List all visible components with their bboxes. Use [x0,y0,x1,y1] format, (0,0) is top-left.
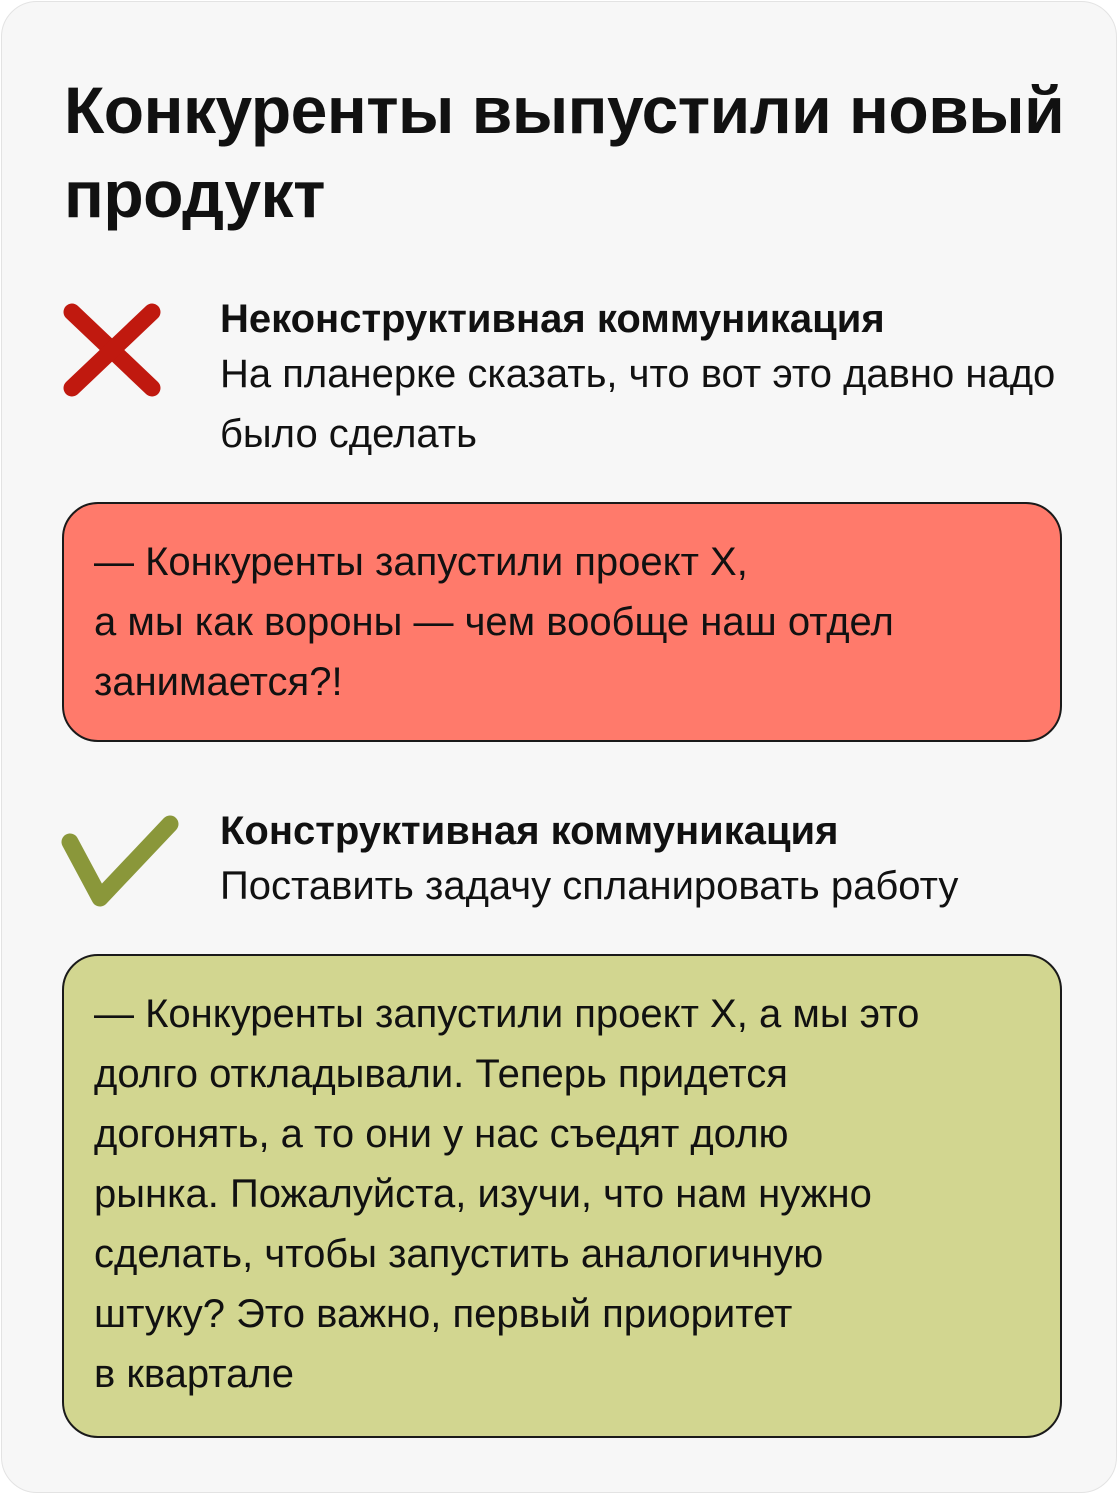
good-communication-description: Поставить задачу спланировать работу [220,864,959,908]
card [1,1,1117,1493]
quote-line: — Конкуренты запустили проект Х, [94,540,748,584]
checkmark-icon [58,810,182,910]
quote-line: рынка. Пожалуйста, изучи, что нам нужно [94,1172,872,1216]
quote-line: занимается?! [94,660,343,704]
bad-communication-label: Неконструктивная коммуникация [220,297,885,341]
page-title: Конкуренты выпустили новый продукт [64,73,1065,231]
quote-line: — Конкуренты запустили проект Х, а мы это [94,992,920,1036]
quote-line: в квартале [94,1352,294,1396]
quote-line: штуку? Это важно, первый приоритет [94,1292,793,1336]
quote-line: долго откладывали. Теперь придется [94,1052,788,1096]
bad-communication-header [220,294,1100,464]
bad-communication-description: На планерке сказать, что вот это давно надо было сделать [220,352,1056,456]
quote-line: а мы как вороны — чем вообще наш отдел [94,600,894,644]
good-communication-header [220,806,1100,916]
quote-line: догонять, а то они у нас съедят долю [94,1112,789,1156]
good-communication-label: Конструктивная коммуникация [220,809,839,853]
good-quote-bubble [62,954,1062,1438]
cross-icon [60,300,164,400]
bad-quote-bubble [62,502,1062,742]
quote-line: сделать, чтобы запустить аналогичную [94,1232,824,1276]
